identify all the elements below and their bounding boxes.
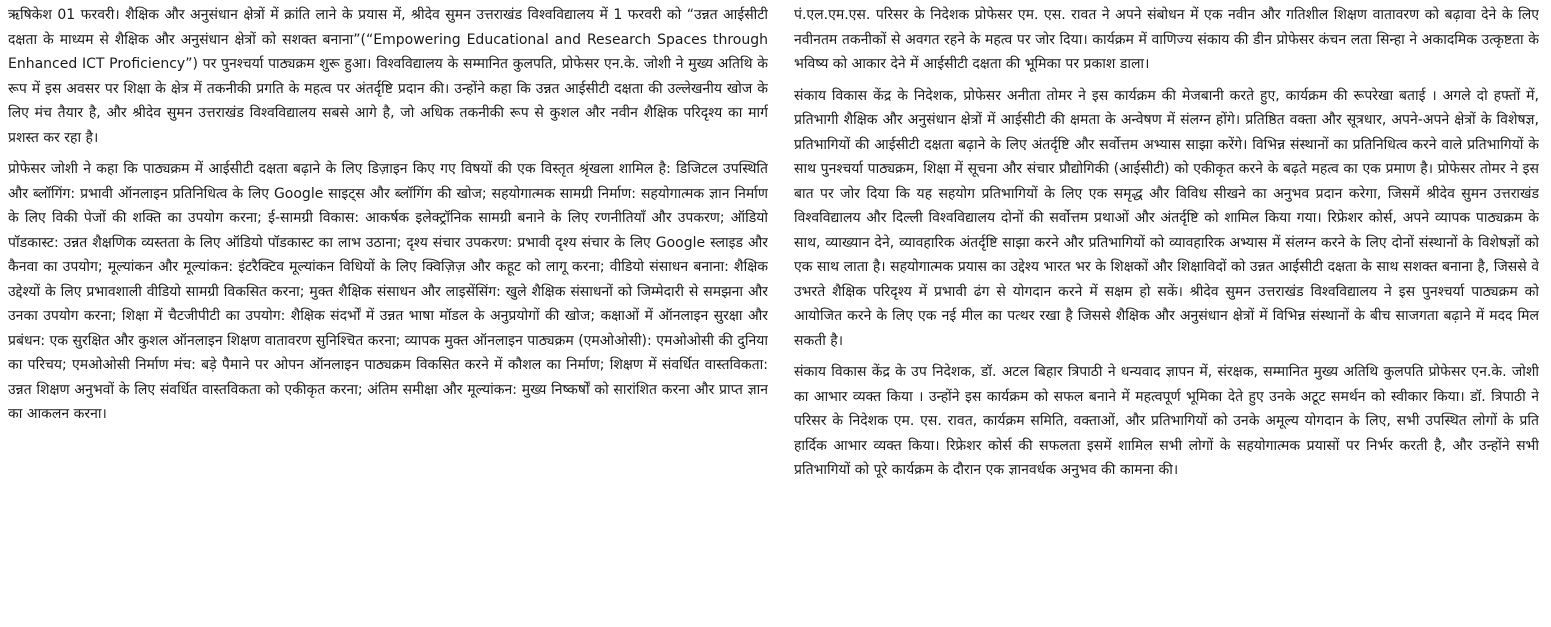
paragraph-vote-of-thanks: संकाय विकास केंद्र के उप निदेशक, डॉ. अटल बिहार त्रिपाठी ने धन्यवाद ज्ञापन में, संरक्षक, सम्मानित मुख्य अतिथि कुलपति प्रोफेसर एन.के. जोशी का आभार व्यक्त किया । उन्होंने इस कार्यक्रम को सफल बनाने में महत्वपूर्ण भूमिका देते हुए उनके अटूट समर्थन को स्वीकार किया। डॉ. त्रिपाठी ने परिसर के निदेशक एम. एस. रावत, कार्यक्रम समिति, वक्ताओं, और प्रतिभागियों को उनके अमूल्य योगदान के लिए, सभी उपस्थित लोगों के प्रति हार्दिक आभार व्यक्त किया। रिफ्रेशर कोर्स की सफलता इसमें शामिल सभी लोगों के सहयोगात्मक प्रयासों पर निर्भर करती है, और उन्होंने सभी प्रतिभागियों को पूरे कार्यक्रम के दौरान एक ज्ञानवर्धक अनुभव की कामना की। (794, 364, 1539, 478)
paragraph-intro: ऋषिकेश 01 फरवरी। शैक्षिक और अनुसंधान क्षेत्रों में क्रांति लाने के प्रयास में, श्रीदेव सुमन उत्तराखंड विश्वविद्यालय में 1 फरवरी को “उन्नत आईसीटी दक्षता के माध्यम से शैक्षिक और अनुसंधान क्षेत्रों को सशक्त बनाना”(“Empowering Educational and Research Spaces through Enhanced ICT Proficiency”) पर पुनश्चर्या पाठ्यक्रम शुरू हुआ। विश्वविद्यालय के सम्मानित कुलपति, प्रोफेसर एन.के. जोशी ने मुख्य अतिथि के रूप में इस अवसर पर शिक्षा के क्षेत्र में तकनीकी प्रगति के महत्व पर अंतर्दृष्टि प्रदान की। उन्होंने कहा कि उन्नत आईसीटी दक्षता की उल्लेखनीय खोज के लिए मंच तैयार है, और श्रीदेव सुमन उत्तराखंड विश्वविद्यालय सबसे आगे है, जो अधिक तकनीकी रूप से कुशल और नवीन शैक्षिक परिदृश्य का मार्ग प्रशस्त कर रहा है। (8, 7, 768, 146)
paragraph-course-topics: प्रोफेसर जोशी ने कहा कि पाठ्यक्रम में आईसीटी दक्षता बढ़ाने के लिए डिज़ाइन किए गए विषयों की एक विस्तृत श्रृंखला शामिल है: डिजिटल उपस्थिति और ब्लॉगिंग: प्रभावी ऑनलाइन प्रतिनिधित्व के लिए Google साइट्स और ब्लॉगिंग की खोज; सहयोगात्मक सामग्री निर्माण: सहयोगात्मक ज्ञान निर्माण के लिए विकी पेजों की शक्ति का उपयोग करना; ई-सामग्री विकास: आकर्षक इलेक्ट्रॉनिक सामग्री बनाने के लिए रणनीतियाँ और उपकरण; ऑडियो पॉडकास्ट: उन्नत शैक्षणिक व्यस्तता के लिए ऑडियो पॉडकास्ट का लाभ उठाना; दृश्य संचार उपकरण: प्रभावी दृश्य संचार के लिए Google स्लाइड और कैनवा का उपयोग; मूल्यांकन और मूल्यांकन: इंटरैक्टिव मूल्यांकन विधियों के लिए क्विज़िज़ और कहूट को लागू करना; वीडियो संसाधन बनाना: शैक्षिक उद्देश्यों के लिए प्रभावशाली वीडियो सामग्री विकसित करना; मुक्त शैक्षिक संसाधन और लाइसेंसिंग: खुले शैक्षिक संसाधनों को जिम्मेदारी से समझना और उनका उपयोग करना; शिक्षा में चैटजीपीटी का उपयोग: शैक्षिक संदर्भों में उन्नत भाषा मॉडल के अनुप्रयोगों की खोज; कक्षाओं में ऑनलाइन सुरक्षा और प्रबंधन: एक सुरक्षित और कुशल ऑनलाइन शिक्षण वातावरण सुनिश्चित करना; व्यापक मुक्त ऑनलाइन पाठ्यक्रम (एमओओसी): एमओओसी की दुनिया का परिचय; एमओओसी निर्माण मंच: बड़े पैमाने पर ओपन ऑनलाइन पाठ्यक्रम विकसित करने में कौशल का निर्माण; शिक्षण में संवर्धित वास्तविकता: उन्नत शिक्षण अनुभवों के लिए संवर्धित वास्तविकता को एकीकृत करना; अंतिम समीक्षा और मूल्यांकन: मुख्य निष्कर्षों को सारांशित करना और प्राप्त ज्ञान का आकलन करना। (8, 161, 768, 422)
paragraph-director-address: पं.एल.एम.एस. परिसर के निदेशक प्रोफेसर एम. एस. रावत ने अपने संबोधन में एक नवीन और गतिशील शिक्षण वातावरण को बढ़ावा देने के लिए नवीनतम तकनीकों से अवगत रहने के महत्व पर जोर दिया। कार्यक्रम में वाणिज्य संकाय की डीन प्रोफेसर कंचन लता सिन्हा ने अकादमिक उत्कृष्टता के भविष्य को आकार देने में आईसीटी दक्षता की भूमिका पर प्रकाश डाला। (794, 7, 1539, 72)
paragraph-program-outline: संकाय विकास केंद्र के निदेशक, प्रोफेसर अनीता तोमर ने इस कार्यक्रम की मेजबानी करते हुए, कार्यक्रम की रूपरेखा बताई । अगले दो हफ्तों में, प्रतिभागी शैक्षिक और अनुसंधान क्षेत्रों में आईसीटी की क्षमता के अन्वेषण में संलग्न होंगे। प्रतिष्ठित वक्ता और सूत्रधार, अपने-अपने क्षेत्रों के विशेषज्ञ, प्रतिभागियों की आईसीटी दक्षता बढ़ाने के लिए अंतर्दृष्टि और सर्वोत्तम अभ्यास साझा करेंगे। विभिन्न संस्थानों का प्रतिनिधित्व करने वाले प्रतिभागियों के साथ पुनश्चर्या पाठ्यक्रम, शिक्षा में सूचना और संचार प्रौद्योगिकी (आईसीटी) को एकीकृत करने के बढ़ते महत्व का एक प्रमाण है। प्रोफेसर तोमर ने इस बात पर जोर दिया कि यह सहयोग प्रतिभागियों के लिए एक समृद्ध और विविध सीखने का अनुभव प्रदान करेगा, जिसमें श्रीदेव सुमन उत्तराखंड विश्वविद्यालय और दिल्ली विश्वविद्यालय दोनों की सर्वोत्तम प्रथाओं और अंतर्दृष्टि को शामिल किया गया। रिफ्रेशर कोर्स, अपने व्यापक पाठ्यक्रम के साथ, व्याख्यान देने, व्यावहारिक अंतर्दृष्टि साझा करने और प्रतिभागियों को व्यावहारिक अभ्यास में संलग्न करने के लिए दोनों संस्थानों के विशेषज्ञों को एक साथ लाता है। सहयोगात्मक प्रयास का उद्देश्य भारत भर के शिक्षकों और शिक्षाविदों को उन्नत आईसीटी दक्षता के साथ सशक्त बनाना है, जिससे वे उभरते शैक्षिक परिदृश्य में प्रभावी ढंग से योगदान करने में सक्षम हो सकें। श्रीदेव सुमन उत्तराखंड विश्वविद्यालय ने इस पुनश्चर्या पाठ्यक्रम को आयोजित करने के लिए एक नई मील का पत्थर रखा है जिससे शैक्षिक और अनुसंधान क्षेत्रों में विभिन्न संस्थानों के बीच साजगता बढ़ाने में मदद मिल सकती है। (794, 87, 1539, 349)
right-column (794, 3, 1539, 627)
left-column (8, 3, 768, 627)
